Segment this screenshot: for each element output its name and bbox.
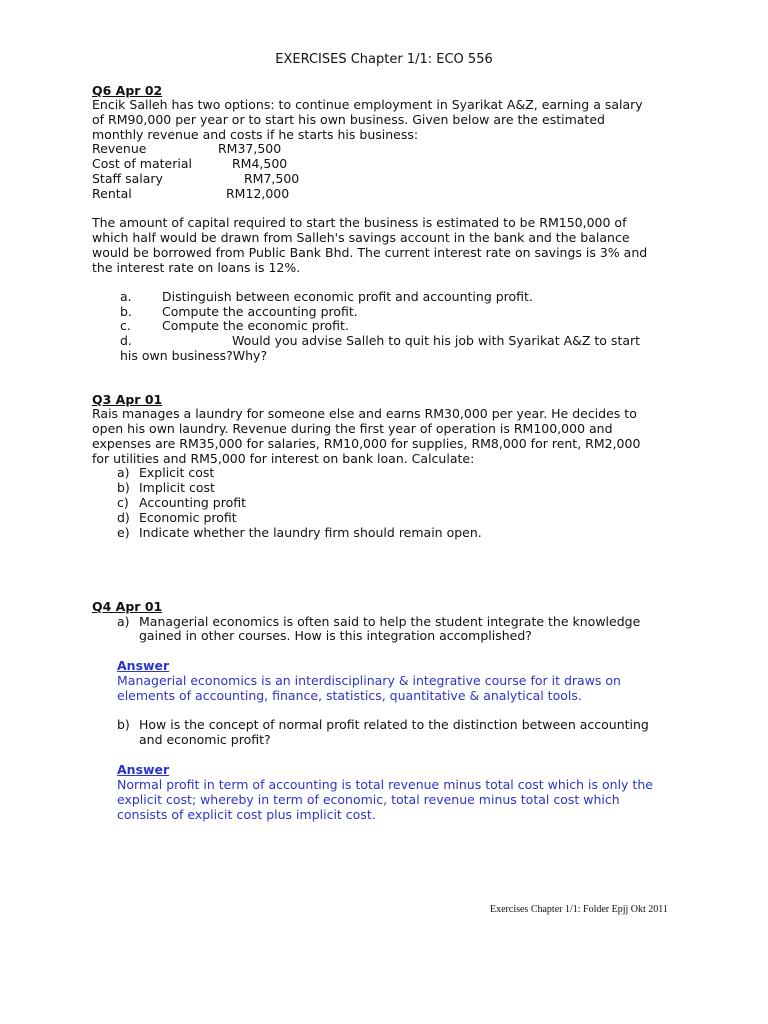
q6-item-d: Would you advise Salleh to quit his job with Syarikat A&Z to start (232, 333, 641, 348)
answer-b-line-2: explicit cost; whereby in term of economic, total revenue minus total cost which (117, 792, 620, 807)
q4-question-b-marker: b) (117, 717, 130, 732)
cost-value-staff-salary: RM7,500 (244, 171, 300, 186)
q3-item-c: Accounting profit (139, 495, 246, 510)
cost-label-rental: Rental (92, 186, 132, 201)
cost-label-revenue: Revenue (92, 141, 147, 156)
answer-a-line-2: elements of accounting, finance, statistics, quantitative & analytical tools. (117, 688, 582, 703)
cost-value-revenue: RM37,500 (218, 141, 282, 156)
q4-question-a-marker: a) (117, 614, 130, 629)
q6-intro-line-1: Encik Salleh has two options: to continue employment in Syarikat A&Z, earning a salary (92, 97, 643, 112)
answer-b-label: Answer (117, 762, 170, 777)
q3-item-e-marker: e) (117, 525, 130, 540)
q6-capital-line-2: which half would be drawn from Salleh's savings account in the bank and the balance (92, 230, 630, 245)
q3-item-c-marker: c) (117, 495, 129, 510)
q4-heading: Q4 Apr 01 (92, 599, 163, 614)
q4-question-a-line-1: Managerial economics is often said to help the student integrate the knowledge (139, 614, 641, 629)
q3-item-b: Implicit cost (139, 480, 215, 495)
answer-b-line-1: Normal profit in term of accounting is total revenue minus total cost which is only the (117, 777, 653, 792)
q6-item-d-continued: his own business?Why? (120, 348, 268, 363)
q3-item-a-marker: a) (117, 465, 130, 480)
q6-item-d-marker: d. (120, 333, 132, 348)
q4-question-b-line-1: How is the concept of normal profit related to the distinction between accounting (139, 717, 649, 732)
q3-item-b-marker: b) (117, 480, 130, 495)
q3-item-d: Economic profit (139, 510, 237, 525)
q6-item-a: Distinguish between economic profit and accounting profit. (162, 289, 533, 304)
cost-value-rental: RM12,000 (226, 186, 290, 201)
q6-item-c-marker: c. (120, 318, 131, 333)
answer-b-line-3: consists of explicit cost plus implicit cost. (117, 807, 376, 822)
q6-item-a-marker: a. (120, 289, 132, 304)
q3-heading: Q3 Apr 01 (92, 392, 163, 407)
answer-a-label: Answer (117, 658, 170, 673)
cost-value-material: RM4,500 (232, 156, 288, 171)
page-title: EXERCISES Chapter 1/1: ECO 556 (275, 52, 493, 67)
q6-item-b-marker: b. (120, 304, 132, 319)
q3-intro-line-2: open his own laundry. Revenue during the first year of operation is RM100,000 and (92, 421, 613, 436)
q3-intro-line-3: expenses are RM35,000 for salaries, RM10,000 for supplies, RM8,000 for rent, RM2,000 (92, 436, 641, 451)
q4-question-b-line-2: and economic profit? (139, 732, 271, 747)
cost-label-material: Cost of material (92, 156, 192, 171)
q3-item-e: Indicate whether the laundry firm should remain open. (139, 525, 482, 540)
q4-question-a-line-2: gained in other courses. How is this integration accomplished? (139, 628, 532, 643)
q3-intro-line-1: Rais manages a laundry for someone else and earns RM30,000 per year. He decides to (92, 406, 637, 421)
q6-intro-line-3: monthly revenue and costs if he starts his business: (92, 127, 419, 142)
q6-capital-line-1: The amount of capital required to start the business is estimated to be RM150,000 of (92, 215, 627, 230)
q3-item-d-marker: d) (117, 510, 130, 525)
q6-intro-line-2: of RM90,000 per year or to start his own business. Given below are the estimated (92, 112, 605, 127)
q3-item-a: Explicit cost (139, 465, 215, 480)
q3-intro-line-4: for utilities and RM5,000 for interest on bank loan. Calculate: (92, 451, 475, 466)
q6-capital-line-3: would be borrowed from Public Bank Bhd. The current interest rate on savings is 3% and (92, 245, 648, 260)
cost-label-staff-salary: Staff salary (92, 171, 163, 186)
q6-item-c: Compute the economic profit. (162, 318, 349, 333)
q6-item-b: Compute the accounting profit. (162, 304, 358, 319)
page-footer: Exercises Chapter 1/1: Folder Epjj Okt 2011 (490, 904, 668, 915)
q6-heading: Q6 Apr 02 (92, 83, 163, 98)
q6-capital-line-4: the interest rate on loans is 12%. (92, 260, 301, 275)
answer-a-line-1: Managerial economics is an interdisciplinary & integrative course for it draws on (117, 673, 621, 688)
